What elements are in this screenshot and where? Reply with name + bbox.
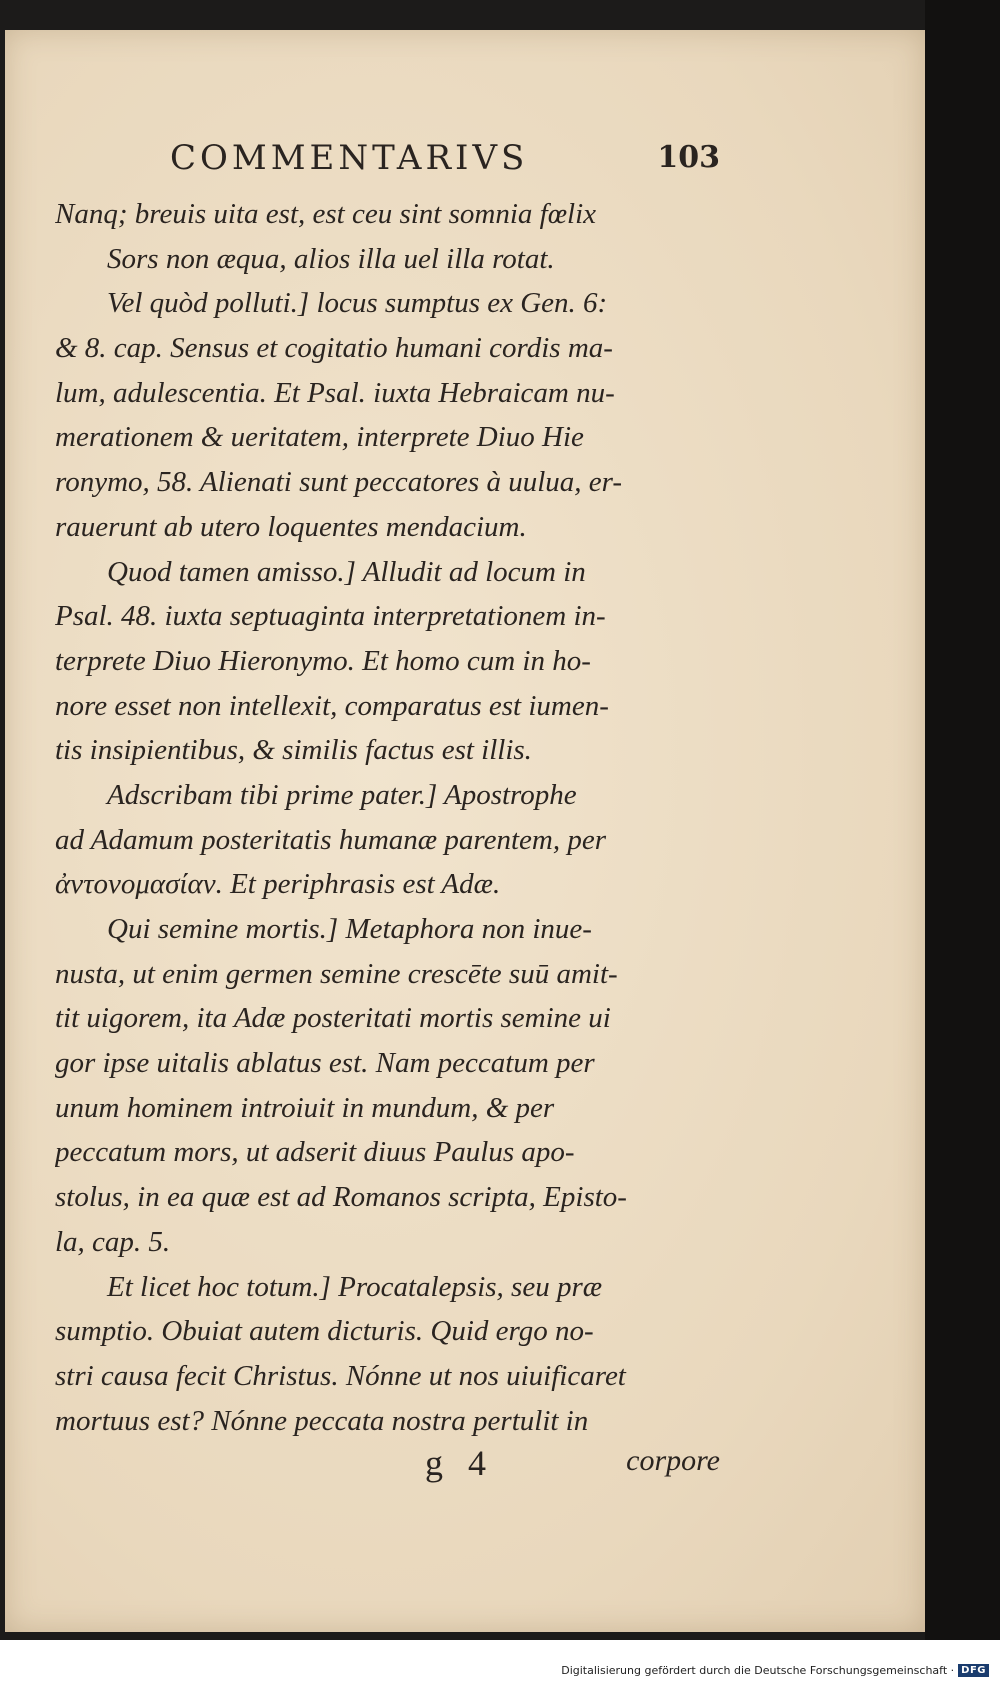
text-line: Sors non æqua, alios illa uel illa rotat.: [107, 242, 555, 275]
text-line: merationem & ueritatem, interprete Diuo Hie: [55, 421, 584, 454]
text-line: Nanq; breuis uita est, est ceu sint somnia fœlix: [55, 198, 597, 230]
text-line: stolus, in ea quæ est ad Romanos scripta, Episto-: [55, 1181, 627, 1214]
credit-text: Digitalisierung gefördert durch die Deutsche Forschungsgemeinschaft ·: [561, 1664, 955, 1677]
text-line: Qui semine mortis.] Metaphora non inue-: [107, 913, 592, 945]
text-line: Vel quòd polluti.] locus sumptus ex Gen. 6:: [107, 287, 608, 320]
text-line: Psal. 48. iuxta septuaginta interpretationem in-: [55, 600, 606, 633]
running-title: COMMENTARIVS: [170, 138, 529, 178]
digitization-credit: [558, 1663, 992, 1678]
page-number: 103: [657, 140, 720, 175]
text-line: sumptio. Obuiat autem dicturis. Quid ergo no-: [55, 1315, 594, 1348]
catchword: corpore: [626, 1444, 720, 1477]
text-line: Adscribam tibi prime pater.] Apostrophe: [107, 778, 577, 811]
signature-mark: g 4: [425, 1443, 494, 1483]
text-line: stri causa fecit Christus. Nónne ut nos uiuificaret: [55, 1359, 626, 1392]
text-line: ἀντονομασίαν. Et periphrasis est Adæ.: [55, 868, 501, 901]
text-line: ad Adamum posteritatis humanæ parentem, per: [55, 823, 606, 856]
text-line: la, cap. 5.: [55, 1225, 171, 1258]
scan-border: [925, 0, 1000, 1640]
text-line: lum, adulescentia. Et Psal. iuxta Hebraicam nu-: [55, 376, 615, 409]
page-footer: [55, 1442, 720, 1492]
text-line: nore esset non intellexit, comparatus est iumen-: [55, 689, 609, 722]
body-text: [55, 192, 720, 1443]
text-line: peccatum mors, ut adserit diuus Paulus apo-: [55, 1136, 575, 1169]
text-line: Quod tamen amisso.] Alludit ad locum in: [107, 555, 586, 588]
text-line: terprete Diuo Hieronymo. Et homo cum in ho-: [55, 644, 591, 677]
text-line: Et licet hoc totum.] Procatalepsis, seu præ: [107, 1270, 603, 1303]
text-line: nusta, ut enim germen semine crescēte suū amit-: [55, 957, 618, 990]
text-line: tis insipientibus, & similis factus est illis.: [55, 734, 532, 767]
text-line: tit uigorem, ita Adæ posteritati mortis semine ui: [55, 1002, 611, 1035]
text-line: ronymo, 58. Alienati sunt peccatores à uulua, er-: [55, 466, 622, 499]
text-line: mortuus est? Nónne peccata nostra pertulit in: [55, 1404, 589, 1437]
text-line: unum hominem introiuit in mundum, & per: [55, 1091, 555, 1124]
text-line: gor ipse uitalis ablatus est. Nam peccatum per: [55, 1047, 595, 1080]
page-header: [160, 138, 720, 188]
text-line: rauerunt ab utero loquentes mendacium.: [55, 510, 527, 543]
book-page: [5, 30, 925, 1632]
dfg-logo-icon: DFG: [958, 1664, 989, 1677]
text-line: & 8. cap. Sensus et cogitatio humani cordis ma-: [55, 332, 613, 365]
